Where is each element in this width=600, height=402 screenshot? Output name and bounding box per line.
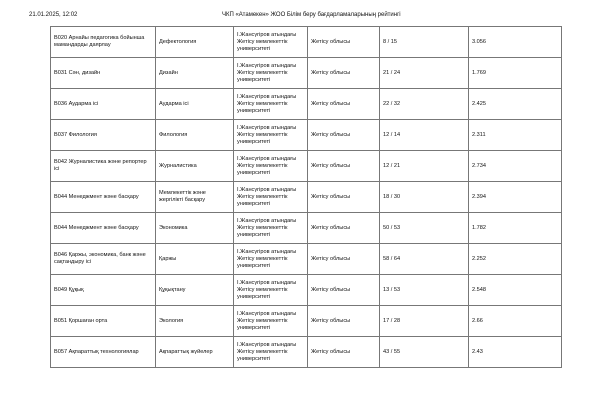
rank-cell: 17 / 28 (380, 306, 469, 337)
table-row (51, 337, 562, 368)
program-cell: B057 Ақпараттық технологиялар (51, 337, 156, 368)
university-cell: І.Жансүгіров атындағы Жетісу мемлекеттік университеті (234, 182, 308, 213)
program-cell: B037 Филология (51, 120, 156, 151)
specialty-cell: Экономика (156, 213, 234, 244)
rank-cell: 22 / 32 (380, 89, 469, 120)
region-cell: Жетісу облысы (308, 120, 380, 151)
rank-cell: 43 / 55 (380, 337, 469, 368)
score-cell: 2.548 (469, 275, 562, 306)
program-cell: B020 Арнайы педагогика бойынша мамандарды даярлау (51, 27, 156, 58)
score-cell: 1.782 (469, 213, 562, 244)
region-cell: Жетісу облысы (308, 244, 380, 275)
university-cell: І.Жансүгіров атындағы Жетісу мемлекеттік университеті (234, 337, 308, 368)
table-row (51, 213, 562, 244)
program-cell: B036 Аударма ісі (51, 89, 156, 120)
table-row (51, 27, 562, 58)
region-cell: Жетісу облысы (308, 337, 380, 368)
program-cell: B046 Қаржы, экономика, банк және сақтандыру ісі (51, 244, 156, 275)
university-cell: І.Жансүгіров атындағы Жетісу мемлекеттік университеті (234, 58, 308, 89)
program-cell: B042 Журналистика және репортер ісі (51, 151, 156, 182)
university-cell: І.Жансүгіров атындағы Жетісу мемлекеттік университеті (234, 213, 308, 244)
score-cell: 2.394 (469, 182, 562, 213)
university-cell: І.Жансүгіров атындағы Жетісу мемлекеттік университеті (234, 306, 308, 337)
score-cell: 2.43 (469, 337, 562, 368)
university-cell: І.Жансүгіров атындағы Жетісу мемлекеттік университеті (234, 27, 308, 58)
region-cell: Жетісу облысы (308, 151, 380, 182)
rank-cell: 18 / 30 (380, 182, 469, 213)
specialty-cell: Дефектология (156, 27, 234, 58)
region-cell: Жетісу облысы (308, 275, 380, 306)
specialty-cell: Экология (156, 306, 234, 337)
score-cell: 2.66 (469, 306, 562, 337)
program-cell: B031 Сән, дизайн (51, 58, 156, 89)
table-row (51, 244, 562, 275)
table-row (51, 182, 562, 213)
region-cell: Жетісу облысы (308, 27, 380, 58)
program-cell: B051 Қоршаған орта (51, 306, 156, 337)
rank-cell: 8 / 15 (380, 27, 469, 58)
university-cell: І.Жансүгіров атындағы Жетісу мемлекеттік университеті (234, 89, 308, 120)
rating-table (50, 26, 562, 368)
university-cell: І.Жансүгіров атындағы Жетісу мемлекеттік университеті (234, 120, 308, 151)
specialty-cell: Аударма ісі (156, 89, 234, 120)
rating-table-body (51, 27, 562, 368)
score-cell: 2.734 (469, 151, 562, 182)
score-cell: 2.252 (469, 244, 562, 275)
rank-cell: 12 / 14 (380, 120, 469, 151)
specialty-cell: Ақпараттық жүйелер (156, 337, 234, 368)
specialty-cell: Құқықтану (156, 275, 234, 306)
rank-cell: 13 / 53 (380, 275, 469, 306)
score-cell: 2.311 (469, 120, 562, 151)
table-row (51, 275, 562, 306)
rank-cell: 21 / 24 (380, 58, 469, 89)
rank-cell: 50 / 53 (380, 213, 469, 244)
program-cell: B044 Менеджмент және басқару (51, 182, 156, 213)
specialty-cell: Мемлекеттік және жергілікті басқару (156, 182, 234, 213)
program-cell: B049 Құқық (51, 275, 156, 306)
region-cell: Жетісу облысы (308, 58, 380, 89)
specialty-cell: Журналистика (156, 151, 234, 182)
program-cell: B044 Менеджмент және басқару (51, 213, 156, 244)
university-cell: І.Жансүгіров атындағы Жетісу мемлекеттік университеті (234, 275, 308, 306)
score-cell: 1.769 (469, 58, 562, 89)
score-cell: 3.056 (469, 27, 562, 58)
region-cell: Жетісу облысы (308, 182, 380, 213)
region-cell: Жетісу облысы (308, 306, 380, 337)
table-row (51, 89, 562, 120)
specialty-cell: Дизайн (156, 58, 234, 89)
table-row (51, 120, 562, 151)
region-cell: Жетісу облысы (308, 213, 380, 244)
university-cell: І.Жансүгіров атындағы Жетісу мемлекеттік университеті (234, 151, 308, 182)
specialty-cell: Қаржы (156, 244, 234, 275)
specialty-cell: Филология (156, 120, 234, 151)
table-row (51, 306, 562, 337)
print-date: 21.01.2025, 12:02 (29, 12, 78, 18)
rank-cell: 58 / 64 (380, 244, 469, 275)
table-row (51, 58, 562, 89)
university-cell: І.Жансүгіров атындағы Жетісу мемлекеттік университеті (234, 244, 308, 275)
score-cell: 2.425 (469, 89, 562, 120)
table-row (51, 151, 562, 182)
page-title: ЧКП «Атамекен» ЖОО Білім беру бағдарламаларының рейтингі (222, 12, 401, 18)
rank-cell: 12 / 21 (380, 151, 469, 182)
region-cell: Жетісу облысы (308, 89, 380, 120)
